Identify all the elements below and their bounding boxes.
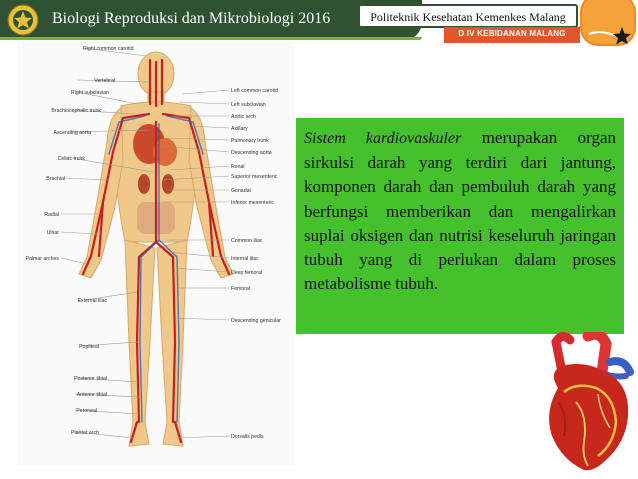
label-palmar-arches: Palmar arches: [25, 256, 59, 262]
page-title: Biologi Reproduksi dan Mikrobiologi 2016: [52, 10, 331, 27]
label-inferior-mesenteric: Inferior mesenteric: [231, 200, 274, 206]
label-brachiocephalic-trunk: Brachiocephalic trunk: [51, 108, 101, 114]
department-name: D IV KEBIDANAN MALANG: [458, 29, 566, 38]
label-external-iliac: External iliac: [77, 298, 107, 304]
label-celiac-trunk: Celiac trunk: [57, 156, 85, 162]
definition-body: merupakan organ sirkulsi darah yang terdiri dari jantung, komponen darah dan pembuluh darah yang berfungsi memberikan dan mengalirkan suplai oksigen dan nutrisi keseluruh jaringan tubuh yang di perlukan dalam proses metabolisme tubuh.: [304, 128, 616, 294]
label-left-common-carotid: Left common carotid: [231, 88, 278, 94]
label-plantar-arch: Plantar arch: [71, 430, 99, 436]
label-peroneal: Peroneal: [76, 408, 97, 414]
institution-name: Politeknik Kesehatan Kemenkes Malang: [370, 10, 566, 24]
institution-logo-icon: [6, 4, 40, 36]
institution-box: [358, 4, 578, 28]
label-aortic-arch: Aortic arch: [231, 114, 256, 120]
label-internal-iliac: Internal iliac: [231, 256, 259, 262]
cardiovascular-anatomy-illustration: [17, 42, 295, 466]
label-superior-mesenteric: Superior mesenteric: [231, 174, 278, 180]
label-posterior-tibial: Posterior tibial: [74, 376, 107, 382]
anatomy-figure: [17, 42, 295, 466]
label-axillary: Axillary: [231, 126, 248, 132]
definition-term: Sistem kardiovaskuler: [304, 130, 462, 147]
label-left-subclavian: Left subclavian: [231, 102, 266, 108]
label-common-iliac: Common iliac: [231, 238, 263, 244]
label-anterior-tibial: Anterior tibial: [76, 392, 107, 398]
label-gonadal: Gonadal: [231, 188, 251, 194]
definition-paragraph: [304, 126, 616, 296]
star-badge-icon: [578, 0, 638, 48]
definition-text-box: [296, 118, 624, 334]
heart-illustration-icon: [540, 332, 636, 474]
label-vertebral: Vertebral: [94, 78, 115, 84]
department-bar: [444, 27, 580, 43]
label-brachial: Brachial: [46, 176, 65, 182]
label-radial: Radial: [44, 212, 59, 218]
label-right-subclavian: Right subclavian: [70, 90, 109, 96]
label-deep-femoral: Deep femoral: [231, 270, 263, 276]
label-pulmonary-trunk: Pulmonary trunk: [231, 138, 269, 144]
label-renal: Renal: [231, 164, 245, 170]
label-descending-genicular: Descending genicular: [231, 318, 281, 324]
label-descending-aorta: Descending aorta: [231, 150, 272, 156]
label-dorsalis-pedis: Dorsalis pedis: [231, 434, 264, 440]
label-right-common-carotid: Right common carotid: [83, 46, 134, 52]
label-femoral: Femoral: [231, 286, 251, 292]
label-ascending-aorta: Ascending aorta: [53, 130, 91, 136]
label-popliteal: Popliteal: [79, 344, 99, 350]
label-ulnar: Ulnar: [46, 230, 59, 236]
